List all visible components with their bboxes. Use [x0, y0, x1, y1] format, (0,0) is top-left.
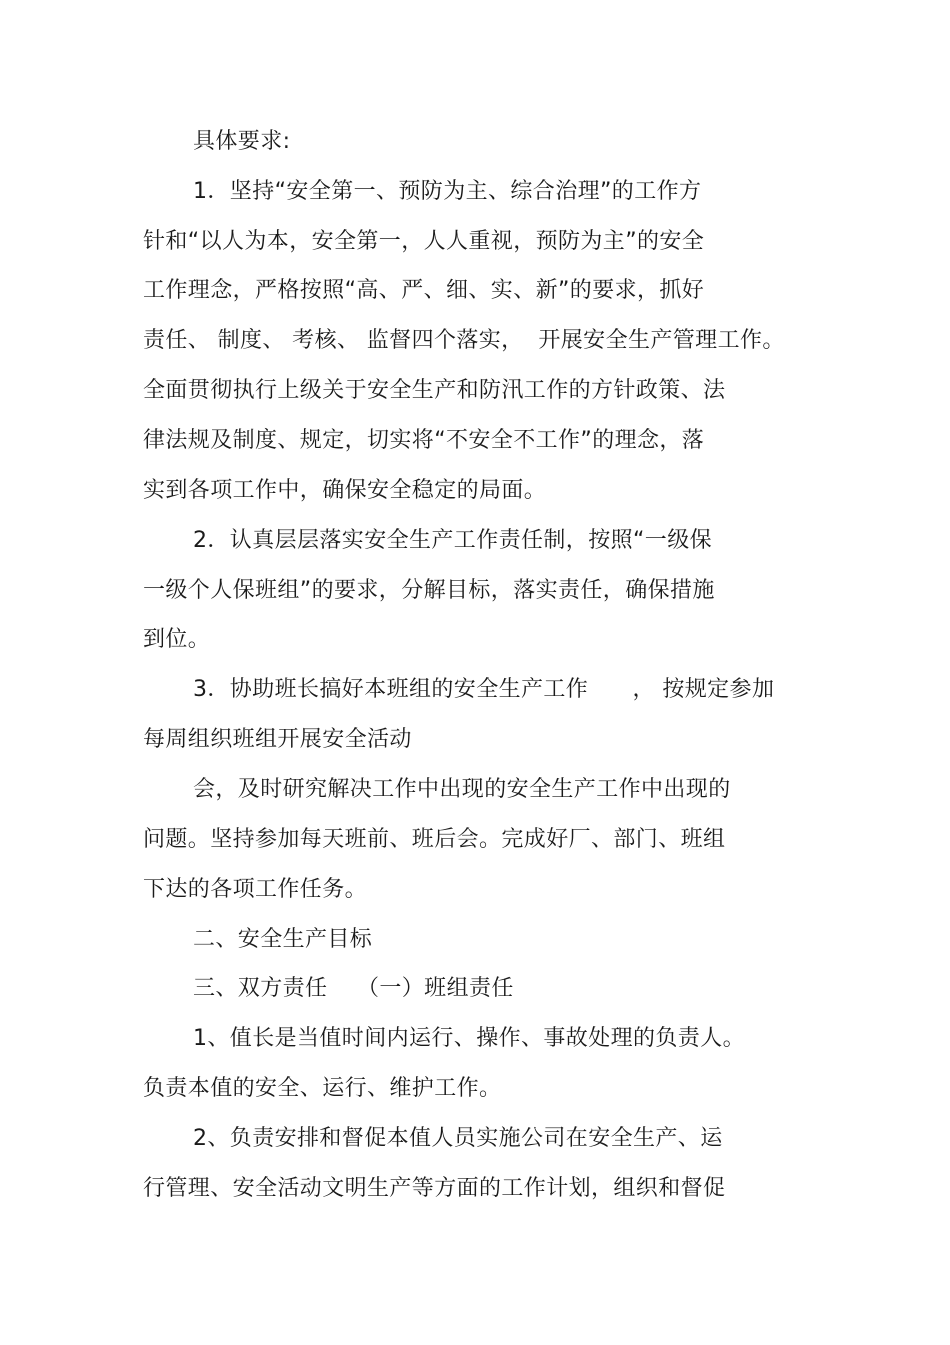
paragraph-1-line-1: 1．坚持“安全第一、预防为主、综合治理”的工作方	[193, 179, 702, 204]
paragraph-4-line-2: 问题。坚持参加每天班前、班后会。完成好厂、部门、班组	[143, 827, 726, 852]
paragraph-1-line-3: 工作理念，严格按照“高、严、细、实、新”的要求，抓好	[143, 278, 705, 303]
paragraph-2-line-2: 一级个人保班组”的要求，分解目标，落实责任，确保措施	[143, 578, 715, 603]
duty-2-line-2: 行管理、安全活动文明生产等方面的工作计划，组织和督促	[143, 1176, 726, 1201]
paragraph-2-line-3: 到位。	[143, 627, 211, 652]
duty-1-line-1: 1、值长是当值时间内运行、操作、事故处理的负责人。	[193, 1026, 745, 1051]
paragraph-3-line-2: 每周组织班组开展安全活动	[143, 727, 412, 752]
paragraph-3-line-1: 3．协助班长搞好本班组的安全生产工作 ， 按规定参加	[193, 677, 775, 702]
paragraph-1-line-7: 实到各项工作中，确保安全稳定的局面。	[143, 478, 547, 503]
duty-1-line-2: 负责本值的安全、运行、维护工作。	[143, 1076, 502, 1101]
paragraph-1-line-2: 针和“以人为本，安全第一，人人重视，预防为主”的安全	[143, 229, 705, 254]
paragraph-1-line-5: 全面贯彻执行上级关于安全生产和防汛工作的方针政策、法	[143, 378, 726, 403]
duty-2-line-1: 2、负责安排和督促本值人员实施公司在安全生产、运	[193, 1126, 723, 1151]
paragraph-1-line-6: 律法规及制度、规定，切实将“不安全不工作”的理念，落	[143, 428, 705, 453]
section-2-heading: 二、安全生产目标	[193, 927, 373, 952]
paragraph-4-line-1: 会，及时研究解决工作中出现的安全生产工作中出现的	[193, 777, 731, 802]
section-3-heading: 三、双方责任 （一）班组责任	[193, 976, 514, 1001]
paragraph-4-line-3: 下达的各项工作任务。	[143, 877, 368, 902]
paragraph-2-line-1: 2．认真层层落实安全生产工作责任制，按照“一级保	[193, 528, 712, 553]
paragraph-1-line-4: 责任、 制度、 考核、 监督四个落实， 开展安全生产管理工作。	[143, 328, 785, 353]
specific-requirements-heading: 具体要求:	[193, 129, 291, 154]
